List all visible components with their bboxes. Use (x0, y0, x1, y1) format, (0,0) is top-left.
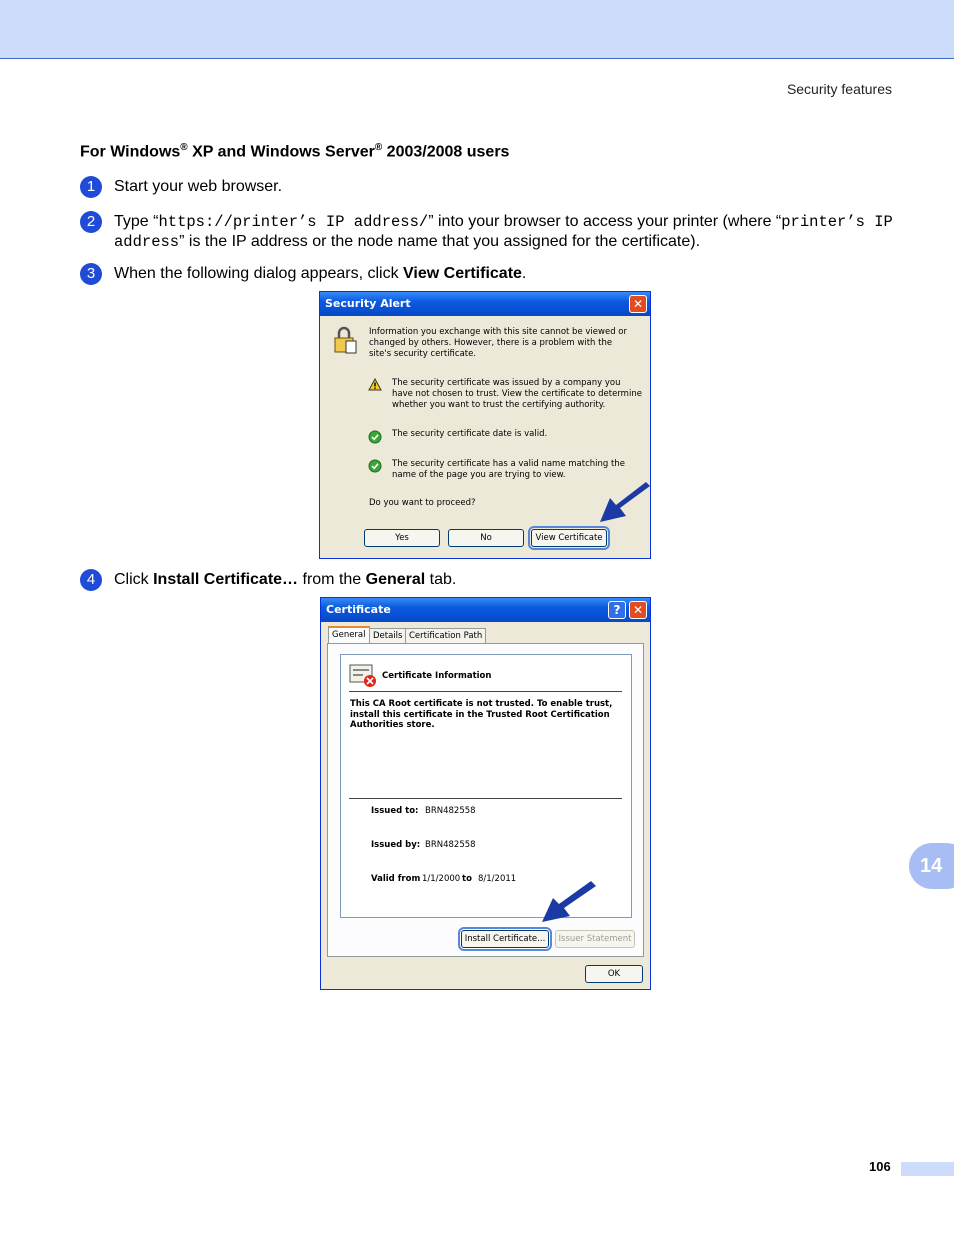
step-number: 1 (80, 176, 102, 198)
warning-icon (368, 378, 382, 391)
ok-button[interactable]: OK (585, 965, 643, 983)
security-alert-dialog (319, 291, 651, 559)
pointer-arrow-icon (596, 482, 652, 526)
page-number: 106 (869, 1159, 891, 1174)
dialog-titlebar (321, 598, 650, 622)
step-text: When the following dialog appears, click View Certificate. (114, 265, 527, 282)
section-label: Security features (786, 81, 892, 97)
tab-details[interactable]: Details (369, 628, 406, 643)
chapter-tab: 14 (909, 843, 954, 889)
divider (349, 798, 622, 799)
tab-panel (327, 643, 644, 957)
section-heading: For Windows® XP and Windows Server® 2003/2008 users (80, 142, 510, 161)
step-number: 4 (80, 569, 102, 591)
issued-by-value: BRN482558 (425, 840, 476, 850)
help-button[interactable]: ? (608, 601, 626, 619)
certificate-info-box (340, 654, 632, 918)
check-icon (368, 459, 382, 473)
no-button[interactable]: No (448, 529, 524, 547)
issuer-statement-button[interactable]: Issuer Statement (555, 930, 635, 948)
issued-by-label: Issued by: (371, 840, 421, 850)
dialog-titlebar (320, 292, 650, 316)
dialog-title: Security Alert (325, 297, 411, 310)
ip-code: printer’s IP address (114, 213, 893, 251)
valid-to-label: to (462, 874, 472, 884)
step-number: 2 (80, 211, 102, 233)
valid-from-label: Valid from (371, 874, 421, 884)
alert-item-3: The security certificate has a valid name matching the name of the page you are trying to view. (392, 459, 625, 480)
step-text: Start your web browser. (114, 178, 283, 195)
close-button[interactable]: ✕ (629, 295, 647, 313)
view-certificate-button[interactable]: View Certificate (531, 529, 607, 547)
close-button[interactable]: ✕ (629, 601, 647, 619)
divider (349, 691, 622, 692)
valid-from-value: 1/1/2000 (422, 874, 461, 884)
step-text: Type “https://printer’s IP address/” into your browser to access your printer (where “printer’s IP address” is the IP address or the node name that you assigned for the certificate). (114, 213, 893, 251)
step-number: 3 (80, 263, 102, 285)
tab-certification-path[interactable]: Certification Path (405, 628, 486, 643)
lock-icon (332, 326, 358, 356)
alert-item-1: The security certificate was issued by a company you have not chosen to trust. View the certificate to determine whether you want to trust the certifying authority. (392, 378, 642, 410)
step-text: Click Install Certificate… from the General tab. (114, 571, 457, 588)
valid-to-value: 8/1/2011 (478, 874, 517, 884)
certificate-dialog (320, 597, 651, 990)
certificate-info-title: Certificate Information (382, 671, 492, 681)
issued-to-label: Issued to: (371, 806, 419, 816)
alert-item-2: The security certificate date is valid. (392, 429, 548, 439)
pointer-arrow-icon (534, 880, 598, 926)
dialog-title: Certificate (326, 603, 391, 616)
certificate-info-text: This CA Root certificate is not trusted. To enable trust, install this certificate in the Trusted Root Certification Authorities store. (350, 699, 613, 730)
install-certificate-button[interactable]: Install Certificate... (461, 930, 549, 948)
url-code: https://printer’s IP address/ (158, 213, 429, 231)
certificate-error-icon (349, 664, 377, 688)
check-icon (368, 430, 382, 444)
footer-bar (901, 1162, 954, 1176)
issued-to-value: BRN482558 (425, 806, 476, 816)
alert-question: Do you want to proceed? (369, 498, 476, 508)
header-band (0, 0, 954, 59)
tab-general[interactable]: General (328, 626, 370, 644)
yes-button[interactable]: Yes (364, 529, 440, 547)
alert-intro: Information you exchange with this site cannot be viewed or changed by others. However, there is a problem with the site's security certificate. (369, 327, 627, 359)
